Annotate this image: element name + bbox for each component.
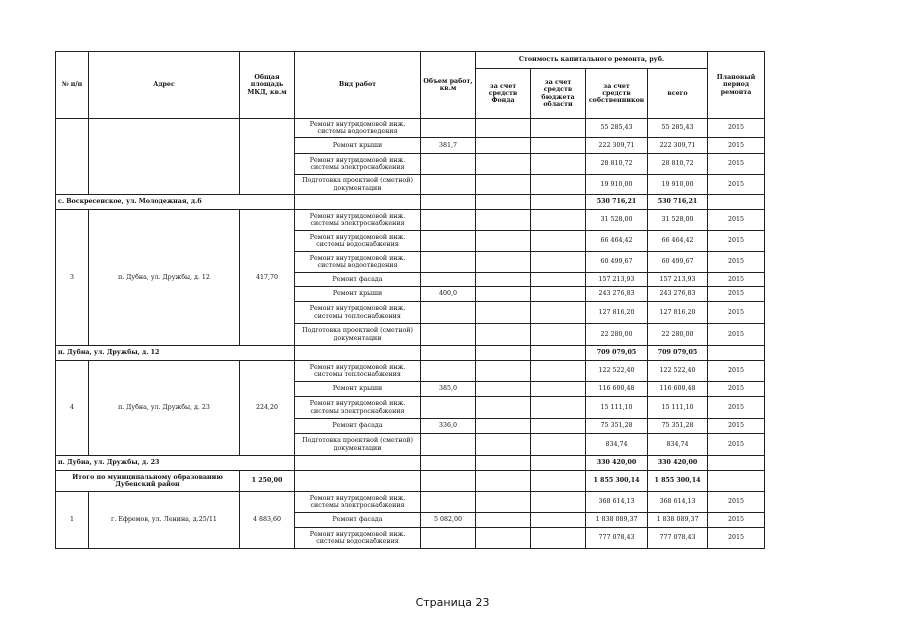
cell-work: Ремонт внутридомовой инж. системы водоотведения bbox=[295, 252, 421, 273]
district-total-total: 1 855 300,14 bbox=[648, 471, 708, 492]
cell-period: 2015 bbox=[708, 273, 765, 287]
cell-fund bbox=[476, 175, 531, 195]
cell-budget bbox=[531, 302, 586, 324]
subtotal-owners: 709 079,05 bbox=[586, 346, 648, 361]
cell-total: 22 280,00 bbox=[648, 324, 708, 346]
cell-budget bbox=[531, 119, 586, 138]
cell-fund bbox=[476, 397, 531, 419]
cell-total: 222 309,71 bbox=[648, 138, 708, 154]
cell-volume bbox=[421, 492, 476, 513]
cell-total: 19 910,00 bbox=[648, 175, 708, 195]
header-cost-group: Стоимость капитального ремонта, руб. bbox=[476, 52, 708, 69]
subtotal-label: п. Дубна, ул. Дружбы, д. 23 bbox=[56, 456, 295, 471]
cell-fund bbox=[476, 273, 531, 287]
page-number: Страница 23 bbox=[415, 596, 490, 609]
subtotal-total: 530 716,21 bbox=[648, 195, 708, 210]
table-row bbox=[56, 492, 765, 513]
cell-total: 1 838 089,37 bbox=[648, 513, 708, 528]
group-block bbox=[56, 210, 765, 361]
cell-period: 2015 bbox=[708, 231, 765, 252]
cell-budget bbox=[531, 324, 586, 346]
cell-volume bbox=[421, 231, 476, 252]
cell-budget bbox=[531, 287, 586, 302]
cell-total: 122 522,40 bbox=[648, 361, 708, 382]
cell-volume bbox=[421, 210, 476, 231]
cell-period: 2015 bbox=[708, 119, 765, 138]
subtotal-owners: 530 716,21 bbox=[586, 195, 648, 210]
table-row bbox=[56, 119, 765, 138]
cell-budget bbox=[531, 361, 586, 382]
cell-volume bbox=[421, 154, 476, 175]
cell-area: 4 883,60 bbox=[240, 492, 295, 549]
subtotal-label: п. Дубна, ул. Дружбы, д. 12 bbox=[56, 346, 295, 361]
cell-num: 1 bbox=[56, 492, 89, 549]
header-fund: за счет средств Фонда bbox=[476, 69, 531, 119]
header-work: Вид работ bbox=[295, 52, 421, 119]
cell-fund bbox=[476, 492, 531, 513]
cell-volume bbox=[421, 273, 476, 287]
cell-period: 2015 bbox=[708, 324, 765, 346]
cell-period: 2015 bbox=[708, 138, 765, 154]
cell-fund bbox=[476, 528, 531, 549]
cell-fund bbox=[476, 302, 531, 324]
cell-total: 368 614,13 bbox=[648, 492, 708, 513]
subtotal-row bbox=[56, 456, 765, 471]
cell-work: Ремонт внутридомовой инж. системы водоснабжения bbox=[295, 231, 421, 252]
cell-num: 4 bbox=[56, 361, 89, 456]
cell-volume: 336,0 bbox=[421, 419, 476, 434]
cell-total: 55 285,43 bbox=[648, 119, 708, 138]
cell-period: 2015 bbox=[708, 252, 765, 273]
cell-num: 3 bbox=[56, 210, 89, 346]
cell-total: 28 810,72 bbox=[648, 154, 708, 175]
cell-budget bbox=[531, 434, 586, 456]
cell-period: 2015 bbox=[708, 154, 765, 175]
cell-fund bbox=[476, 231, 531, 252]
cell-volume bbox=[421, 175, 476, 195]
cell-volume bbox=[421, 528, 476, 549]
cell-budget bbox=[531, 397, 586, 419]
cell-work: Ремонт фасада bbox=[295, 273, 421, 287]
cell-budget bbox=[531, 210, 586, 231]
cell-budget bbox=[531, 138, 586, 154]
cell-fund bbox=[476, 513, 531, 528]
cell-volume bbox=[421, 361, 476, 382]
cell-owners: 31 528,00 bbox=[586, 210, 648, 231]
district-total-row bbox=[56, 471, 765, 492]
cell-budget bbox=[531, 382, 586, 397]
header-owners: за счет средств собственников bbox=[586, 69, 648, 119]
cell-address bbox=[89, 119, 240, 195]
cell-total: 777 078,43 bbox=[648, 528, 708, 549]
cell-period: 2015 bbox=[708, 210, 765, 231]
cell-work: Подготовка проектной (сметной) документации bbox=[295, 175, 421, 195]
cell-fund bbox=[476, 419, 531, 434]
group-block bbox=[56, 119, 765, 210]
cell-total: 60 499,67 bbox=[648, 252, 708, 273]
cell-total: 75 351,28 bbox=[648, 419, 708, 434]
cell-budget bbox=[531, 175, 586, 195]
cell-budget bbox=[531, 154, 586, 175]
cell-budget bbox=[531, 231, 586, 252]
cell-volume bbox=[421, 434, 476, 456]
header-total: всего bbox=[648, 69, 708, 119]
cell-work: Подготовка проектной (сметной) документации bbox=[295, 324, 421, 346]
cell-num bbox=[56, 119, 89, 195]
cell-owners: 28 810,72 bbox=[586, 154, 648, 175]
cell-budget bbox=[531, 252, 586, 273]
cell-work: Ремонт внутридомовой инж. системы водоотведения bbox=[295, 119, 421, 138]
district-total-label: Итого по муниципальному образованию Дубенский район bbox=[56, 471, 240, 492]
cell-owners: 75 351,28 bbox=[586, 419, 648, 434]
cell-fund bbox=[476, 119, 531, 138]
group-block bbox=[56, 492, 765, 549]
cell-period: 2015 bbox=[708, 302, 765, 324]
subtotal-total: 709 079,05 bbox=[648, 346, 708, 361]
cell-period: 2015 bbox=[708, 287, 765, 302]
cell-period: 2015 bbox=[708, 513, 765, 528]
cell-work: Ремонт фасада bbox=[295, 513, 421, 528]
cell-budget bbox=[531, 492, 586, 513]
subtotal-total: 330 420,00 bbox=[648, 456, 708, 471]
cell-fund bbox=[476, 154, 531, 175]
cell-owners: 60 499,67 bbox=[586, 252, 648, 273]
header-address: Адрес bbox=[89, 52, 240, 119]
header-area: Общая площадь МКД, кв.м bbox=[240, 52, 295, 119]
cell-owners: 222 309,71 bbox=[586, 138, 648, 154]
cell-work: Ремонт крыши bbox=[295, 382, 421, 397]
group-block bbox=[56, 361, 765, 471]
cell-address: п. Дубна, ул. Дружбы, д. 23 bbox=[89, 361, 240, 456]
cell-volume bbox=[421, 119, 476, 138]
cell-period: 2015 bbox=[708, 492, 765, 513]
cell-fund bbox=[476, 252, 531, 273]
cell-total: 834,74 bbox=[648, 434, 708, 456]
cell-address: г. Ефремов, ул. Ленина, д.25/11 bbox=[89, 492, 240, 549]
cell-period: 2015 bbox=[708, 175, 765, 195]
cell-work: Ремонт внутридомовой инж. системы электроснабжения bbox=[295, 397, 421, 419]
capital-repair-table bbox=[55, 51, 765, 549]
cell-work: Ремонт крыши bbox=[295, 138, 421, 154]
cell-owners: 122 522,40 bbox=[586, 361, 648, 382]
cell-budget bbox=[531, 273, 586, 287]
cell-owners: 1 838 089,37 bbox=[586, 513, 648, 528]
cell-total: 31 528,00 bbox=[648, 210, 708, 231]
cell-owners: 157 213,93 bbox=[586, 273, 648, 287]
cell-volume bbox=[421, 302, 476, 324]
cell-budget bbox=[531, 528, 586, 549]
header-num: № п/п bbox=[56, 52, 89, 119]
cell-volume: 381,7 bbox=[421, 138, 476, 154]
cell-owners: 127 816,20 bbox=[586, 302, 648, 324]
cell-owners: 777 078,43 bbox=[586, 528, 648, 549]
cell-fund bbox=[476, 138, 531, 154]
cell-volume: 385,0 bbox=[421, 382, 476, 397]
cell-work: Ремонт внутридомовой инж. системы электроснабжения bbox=[295, 492, 421, 513]
cell-owners: 66 464,42 bbox=[586, 231, 648, 252]
district-total-owners: 1 855 300,14 bbox=[586, 471, 648, 492]
cell-area: 224,20 bbox=[240, 361, 295, 456]
cell-work: Ремонт фасада bbox=[295, 419, 421, 434]
subtotal-row bbox=[56, 346, 765, 361]
cell-owners: 19 910,00 bbox=[586, 175, 648, 195]
cell-fund bbox=[476, 287, 531, 302]
table-row bbox=[56, 210, 765, 231]
subtotal-row bbox=[56, 195, 765, 210]
cell-total: 116 600,48 bbox=[648, 382, 708, 397]
cell-work: Ремонт внутридомовой инж. системы электроснабжения bbox=[295, 154, 421, 175]
cell-work: Ремонт внутридомовой инж. системы водоснабжения bbox=[295, 528, 421, 549]
table-row bbox=[56, 361, 765, 382]
cell-area bbox=[240, 119, 295, 195]
cell-volume bbox=[421, 397, 476, 419]
cell-volume bbox=[421, 324, 476, 346]
district-total-block bbox=[56, 471, 765, 492]
cell-work: Ремонт внутридомовой инж. системы теплоснабжения bbox=[295, 361, 421, 382]
cell-fund bbox=[476, 324, 531, 346]
cell-work: Подготовка проектной (сметной) документации bbox=[295, 434, 421, 456]
cell-volume: 400,0 bbox=[421, 287, 476, 302]
cell-total: 66 464,42 bbox=[648, 231, 708, 252]
cell-owners: 55 285,43 bbox=[586, 119, 648, 138]
cell-area: 417,70 bbox=[240, 210, 295, 346]
cell-volume: 5 082,00 bbox=[421, 513, 476, 528]
cell-period: 2015 bbox=[708, 419, 765, 434]
cell-budget bbox=[531, 513, 586, 528]
cell-period: 2015 bbox=[708, 528, 765, 549]
cell-total: 243 276,83 bbox=[648, 287, 708, 302]
cell-total: 157 213,93 bbox=[648, 273, 708, 287]
cell-volume bbox=[421, 252, 476, 273]
cell-owners: 368 614,13 bbox=[586, 492, 648, 513]
cell-fund bbox=[476, 434, 531, 456]
cell-owners: 834,74 bbox=[586, 434, 648, 456]
cell-total: 15 111,10 bbox=[648, 397, 708, 419]
cell-owners: 116 600,48 bbox=[586, 382, 648, 397]
cell-address: п. Дубна, ул. Дружбы, д. 12 bbox=[89, 210, 240, 346]
header-period: Плановый период ремонта bbox=[708, 52, 765, 119]
cell-work: Ремонт внутридомовой инж. системы теплоснабжения bbox=[295, 302, 421, 324]
cell-fund bbox=[476, 210, 531, 231]
header-volume: Объем работ, кв.м bbox=[421, 52, 476, 119]
cell-fund bbox=[476, 361, 531, 382]
cell-total: 127 816,20 bbox=[648, 302, 708, 324]
cell-owners: 22 280,00 bbox=[586, 324, 648, 346]
cell-period: 2015 bbox=[708, 434, 765, 456]
district-total-area: 1 250,00 bbox=[240, 471, 295, 492]
cell-owners: 15 111,10 bbox=[586, 397, 648, 419]
header-budget: за счет средств бюджета области bbox=[531, 69, 586, 119]
cell-budget bbox=[531, 419, 586, 434]
cell-work: Ремонт внутридомовой инж. системы электроснабжения bbox=[295, 210, 421, 231]
cell-period: 2015 bbox=[708, 397, 765, 419]
cell-work: Ремонт крыши bbox=[295, 287, 421, 302]
cell-period: 2015 bbox=[708, 361, 765, 382]
cell-period: 2015 bbox=[708, 382, 765, 397]
cell-owners: 243 276,83 bbox=[586, 287, 648, 302]
subtotal-owners: 330 420,00 bbox=[586, 456, 648, 471]
cell-fund bbox=[476, 382, 531, 397]
subtotal-label: с. Воскресенское, ул. Молодежная, д.6 bbox=[56, 195, 295, 210]
